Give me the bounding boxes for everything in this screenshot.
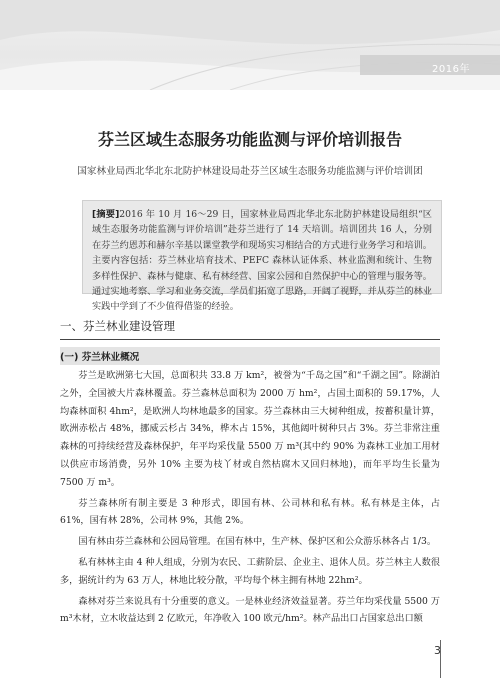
decorative-wave-graphic bbox=[0, 0, 500, 90]
section-heading: 一、芬兰林业建设管理 bbox=[60, 319, 175, 333]
page-title: 芬兰区域生态服务功能监测与评价培训报告 bbox=[97, 130, 402, 149]
paragraph: 国有林由芬兰森林和公园局管理。在国有林中，生产林、保护区和公众游乐林各占 1/3。 bbox=[78, 536, 437, 548]
paragraph: 芬兰是欧洲第七大国，总面积共 33.8 万 km²，被誉为“千岛之国”和“千湖之国”。除湖泊之外，全国被大片森林覆盖。芬兰森林总面积为 2000 万 hm²，占国土面积的 59.17%，人均森林面积 4hm²，是欧洲人均林地最多的国家。芬兰森林由三大树种组成，按蓄积量计算，欧洲赤松占 48%，挪威云杉占 34%，桦木占 15%，其他阔叶树种只占 3%。芬兰非常注重森林的可持续经营及森林保护，年平均采伐量 5500 万 m³(其中约 90% 为森林工业加工用材以供应市场消费，另外 10% 主要为枝丫材或自然枯腐木又回归林地)，而年平均生长量为 7500 万 m³。 bbox=[60, 370, 440, 488]
author-line: 国家林业局西北华北东北防护林建设局赴芬兰区域生态服务功能监测与评价培训团 bbox=[77, 166, 423, 177]
header-banner bbox=[0, 0, 500, 90]
subsection-heading: (一) 芬兰林业概况 bbox=[60, 347, 440, 365]
abstract-text: 2016 年 10 月 16～29 日，国家林业局西北华北东北防护林建设局组织“区域生态服务功能监测与评价培训”赴芬兰进行了 14 天培训。培训团共 16 人，分别在芬兰约恩苏和赫尔辛基以课堂教学和现场实习相结合的方式进行业务学习和培训。主要内容包括：芬兰林业培育技术、PEFC 森林认证体系、林业监测和统计、生物多样性保护、森林与健康、私有林经营、国家公园和自然保护中心的管理与服务等。通过实地考察、学习和业务交流，学员们拓宽了思路，开阔了视野，并从芬兰的林业实践中学到了不少值得借鉴的经验。 bbox=[92, 209, 432, 313]
paragraph: 芬兰森林所有制主要是 3 种形式，即国有林、公司林和私有林。私有林是主体，占 61%，国有林 28%，公司林 9%，其他 2%。 bbox=[60, 497, 440, 527]
year-label: 2016年 bbox=[432, 64, 470, 75]
body-text bbox=[60, 367, 440, 628]
paragraph: 私有林林主由 4 种人组成，分别为农民、工薪阶层、企业主、退休人员。芬兰林主人数很多，据统计约为 63 万人，林地比较分散，平均每个林主拥有林地 22hm²。 bbox=[60, 556, 440, 586]
page-number: 3 bbox=[434, 644, 441, 657]
abstract-label: [摘要] bbox=[92, 209, 120, 220]
paragraph: 森林对芬兰来说具有十分重要的意义。一是林业经济效益显著。芬兰年均采伐量 5500 万 m³木材，立木收益达到 2 亿欧元，年净收入 100 欧元/hm²。林产品出口占国家总出口额 bbox=[60, 595, 440, 625]
abstract-box bbox=[82, 200, 442, 313]
section-divider bbox=[60, 339, 440, 340]
